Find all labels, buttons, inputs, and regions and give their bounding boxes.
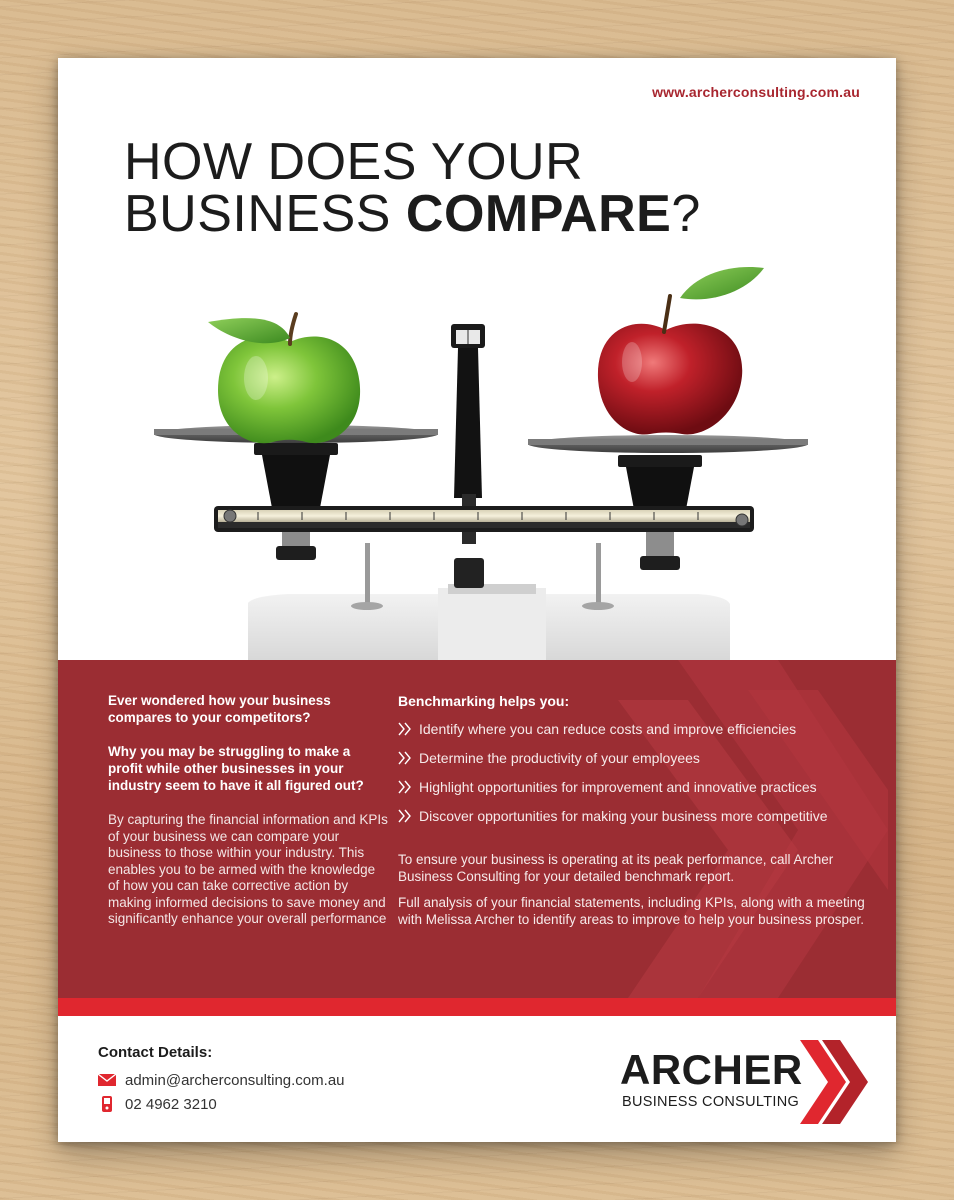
list-item xyxy=(398,778,868,796)
intro-paragraph: By capturing the financial information and KPIs of your business we can compare your business to those within your industry. This enables you to be armed with the knowledge of how you can take corrective action by making informed decisions to save money and significantly enhance your overall performance xyxy=(108,812,388,926)
scale-with-apples-image xyxy=(58,258,896,660)
headline-business: BUSINESS xyxy=(124,185,406,243)
bullet-text: Identify where you can reduce costs and improve efficiencies xyxy=(419,721,797,737)
list-item xyxy=(398,807,868,825)
list-item xyxy=(398,749,868,767)
right-column xyxy=(398,692,868,928)
headline-line-2 xyxy=(124,185,701,243)
headline-compare: COMPARE xyxy=(405,185,672,243)
bullet-text: Highlight opportunities for improvement and innovative practices xyxy=(419,779,817,795)
archer-logo xyxy=(620,1036,870,1126)
flyer-page xyxy=(58,58,896,1142)
double-chevron-icon xyxy=(398,809,414,823)
benefits-list xyxy=(398,720,868,825)
bullet-text: Determine the productivity of your employees xyxy=(419,750,700,766)
email-row xyxy=(98,1068,345,1092)
logo-chevrons-icon xyxy=(798,1036,870,1128)
phone-number[interactable]: 02 4962 3210 xyxy=(125,1095,217,1113)
contact-details xyxy=(98,1044,345,1116)
info-panel xyxy=(58,660,896,998)
phone-row xyxy=(98,1092,345,1116)
question-profit: Why you may be struggling to make a profit while other businesses in your industry seem to have it all figured out? xyxy=(108,744,364,793)
question-competitors: Ever wondered how your business compares to your competitors? xyxy=(108,693,331,725)
envelope-icon xyxy=(98,1074,116,1086)
call-to-action-paragraph: To ensure your business is operating at its peak performance, call Archer Business Consulting for your detailed benchmark report. xyxy=(398,852,834,884)
double-chevron-icon xyxy=(398,722,414,736)
contact-heading: Contact Details: xyxy=(98,1044,213,1061)
list-item xyxy=(398,720,868,738)
accent-bar xyxy=(58,998,896,1016)
analysis-paragraph: Full analysis of your financial statements, including KPIs, along with a meeting with Melissa Archer to identify areas to improve to help your business prosper. xyxy=(398,895,865,927)
left-column xyxy=(108,692,388,928)
phone-icon xyxy=(98,1096,116,1112)
email-link[interactable]: admin@archerconsulting.com.au xyxy=(125,1071,345,1089)
double-chevron-icon xyxy=(398,780,414,794)
website-url[interactable]: www.archerconsulting.com.au xyxy=(652,84,860,100)
logo-subtitle: BUSINESS CONSULTING xyxy=(622,1094,800,1110)
bullet-text: Discover opportunities for making your business more competitive xyxy=(419,808,828,824)
double-chevron-icon xyxy=(398,751,414,765)
logo-name: ARCHER xyxy=(620,1046,803,1093)
benchmarking-heading: Benchmarking helps you: xyxy=(398,693,570,709)
page-title xyxy=(124,133,701,243)
headline-line-1: HOW DOES YOUR xyxy=(124,133,584,191)
headline-question-mark: ? xyxy=(671,185,701,243)
